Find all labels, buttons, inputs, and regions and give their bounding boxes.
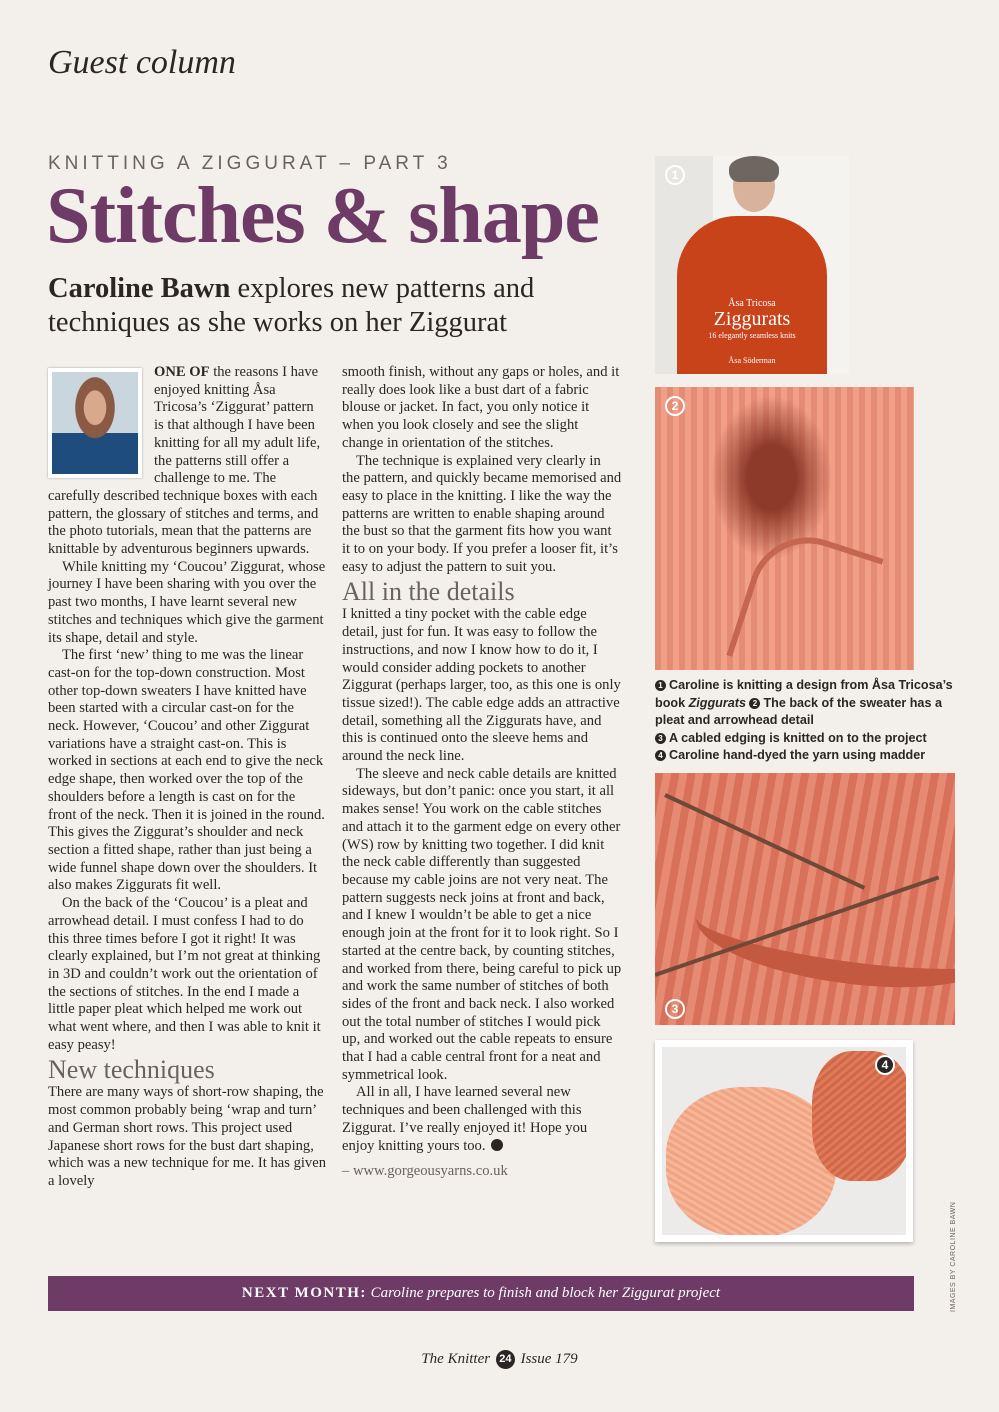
caption-3 xyxy=(655,730,955,748)
yarn-photo xyxy=(662,1047,906,1235)
model-hair xyxy=(729,156,779,182)
photo-cable-edging xyxy=(655,773,955,1025)
paragraph-text: the reasons I have enjoyed knitting Åsa Tricosa’s ‘Ziggurat’ pattern is that although I have been knitting for all my adult life, the patterns still offer a challenge to me. The carefully described technique boxes with each pattern, the glossary of stitches and terms, and the photo tutorials, mean that the patterns are knittable by adventurous beginners upwards. xyxy=(48,364,321,558)
photo-number: 1 xyxy=(665,165,685,185)
page-number: 24 xyxy=(496,1350,515,1369)
paragraph: I knitted a tiny pocket with the cable edge detail, just for fun. It was easy to follow the instructions, and now I know how to do it, I would consider adding pockets to another Ziggurat (perhaps larger, too, as this one is only tissue sized!). The cable edge adds an attractive detail, something all the Ziggurats have, and this is continued onto the sleeve hems and around the neck line. xyxy=(342,606,621,765)
caption-number: 2 xyxy=(749,698,760,709)
caption-number: 4 xyxy=(655,750,666,761)
caption-text: Caroline is knitting a design from Åsa Tricosa’s book xyxy=(655,678,953,710)
caption-text: The back of the sweater has a pleat and arrowhead detail xyxy=(655,695,942,727)
article-column-1 xyxy=(48,364,326,1191)
caption-1 xyxy=(655,677,955,730)
yarn-skein-light xyxy=(666,1087,836,1235)
book-subtitle: 16 elegantly seamless knits xyxy=(708,331,796,340)
photo-pleat-detail xyxy=(655,387,914,670)
caption-book-title: Ziggurats xyxy=(688,695,746,710)
sweater-figure xyxy=(677,216,827,374)
image-credit: IMAGES BY CAROLINE BAWN xyxy=(950,1201,957,1312)
paragraph: While knitting my ‘Coucou’ Ziggurat, whose journey I have been sharing with you over the past two months, I have learnt several new stitches and techniques which give the garment its shape, detail and style. xyxy=(48,558,326,646)
caption-text: A cabled edging is knitted on to the project xyxy=(669,730,927,745)
caption-number: 3 xyxy=(655,733,666,744)
paragraph xyxy=(342,1084,622,1155)
banner-text: Caroline prepares to finish and block her Ziggurat project xyxy=(366,1285,721,1301)
standfirst-text: explores new patterns and techniques as she works on her Ziggurat xyxy=(48,273,535,338)
subheading: New techniques xyxy=(48,1055,215,1085)
website-link[interactable]: – www.gorgeousyarns.co.uk xyxy=(342,1163,508,1180)
book-author-name: Åsa Söderman xyxy=(728,356,776,365)
photo-number: 2 xyxy=(665,396,685,416)
caption-number: 1 xyxy=(655,680,666,691)
article-column-2 xyxy=(342,364,622,1181)
next-month-banner xyxy=(48,1276,914,1311)
lead-in: ONE OF xyxy=(154,364,210,380)
magazine-name: The Knitter xyxy=(421,1351,491,1367)
page-footer xyxy=(0,1350,999,1369)
pleat-fold xyxy=(726,522,883,670)
photo-yarn-skeins xyxy=(655,1040,913,1242)
book-title: Ziggurats xyxy=(713,308,791,330)
paragraph-text: All in all, I have learned several new techniques and been challenged with this Ziggurat. I’ve really enjoyed it! Hope you enjoy knitting yours too. xyxy=(342,1084,588,1154)
photo-captions xyxy=(655,677,955,765)
paragraph: On the back of the ‘Coucou’ is a pleat and arrowhead detail. I must confess I had to do this three times before I got it right! It was clearly explained, but I’m not great at thinking in 3D and couldn’t work out the orientation of the sections of stitches. In the end I made a little paper pleat which helped me work out what went where, and then I was able to knit it easy peasy! xyxy=(48,895,321,1053)
photo-book-cover xyxy=(655,156,849,374)
photo-number: 4 xyxy=(875,1055,895,1075)
kicker: KNITTING A ZIGGURAT – PART 3 xyxy=(48,153,452,174)
banner-label: NEXT MONTH: xyxy=(241,1285,367,1301)
paragraph: There are many ways of short-row shaping, the most common probably being ‘wrap and turn’ and German short rows. This project used Japanese short rows for the bust dart shaping, which was a new technique for me. It has given a lovely xyxy=(48,1084,327,1189)
subheading: All in the details xyxy=(342,577,515,607)
end-mark-icon xyxy=(491,1139,503,1151)
cable-braid xyxy=(690,873,955,1004)
book-author: Åsa Tricosa xyxy=(728,298,776,309)
author-portrait xyxy=(48,368,142,478)
issue-number: Issue 179 xyxy=(520,1351,578,1367)
headline: Stitches & shape xyxy=(46,172,599,260)
caption-4 xyxy=(655,747,955,765)
paragraph: The first ‘new’ thing to me was the linear cast-on for the top-down construction. Most other top-down sweaters I have knitted have been started with a circular cast-on for the neck. However, ‘Coucou’ and other Ziggurat variations have a straight cast-on. This is worked in sections at each end to give the neck edge shape, then worked over the top of the shoulders before a length is cast on for the front of the neck. Then it is joined in the round. This gives the Ziggurat’s shoulder and neck section a fitted shape, rather than just being a wide funnel shape down over the shoulders. It also makes Ziggurats fit well. xyxy=(48,647,325,894)
author-name: Caroline Bawn xyxy=(48,273,231,304)
paragraph: The technique is explained very clearly in the pattern, and quickly became memorised and easy to place in the knitting. I like the way the patterns are written to enable shaping around the bust so that the garment fits how you want it to on your body. If you prefer a looser fit, it’s easy to adjust the pattern to suit you. xyxy=(342,452,622,575)
section-label: Guest column xyxy=(48,44,236,81)
standfirst xyxy=(48,272,638,340)
paragraph: smooth finish, without any gaps or holes, and it really does look like a bust dart of a fabric blouse or jacket. In fact, you only notice it when you look closely and see the slight change in orientation of the stitches. xyxy=(342,364,620,451)
photo-number: 3 xyxy=(665,999,685,1019)
knitting-needle xyxy=(664,793,865,890)
caption-text: Caroline hand-dyed the yarn using madder xyxy=(669,748,926,762)
paragraph: The sleeve and neck cable details are knitted sideways, but don’t panic: once you start, it all makes sense! You work on the cable stitches and attach it to the garment edge on every other (WS) row by knitting two together. I did knit the neck cable differently than suggested because my cable joins are not very neat. The pattern suggests neck joins at front and back, and I knew I wouldn’t be able to get a nice enough join at the front for it to look right. So I started at the centre back, by counting stitches, and worked from there, being careful to pick up and work the same number of stitches of both sides of the front and back neck. I also worked out the total number of stitches I would pick up, and worked out the cable repeats to ensure that I had a cable central front for a neat and symmetrical look. xyxy=(342,765,622,1083)
